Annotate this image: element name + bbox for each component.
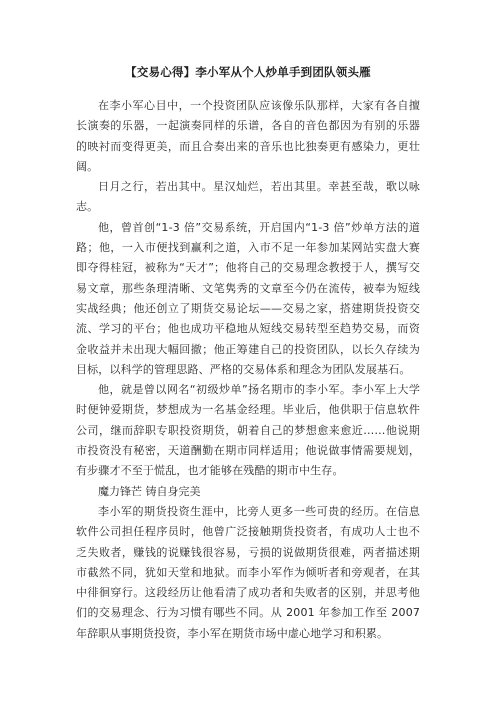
paragraph-1: 在李小军心目中，一个投资团队应该像乐队那样，大家有各自擅长演奏的乐器，一起演奏同样的乐谱，各自的音色都因为有别的乐器的映衬而变得更美，而且合奏出来的音乐也比独奏更有感染力，更壮阔。 (76, 99, 420, 173)
paragraph-2: 日月之行，若出其中。星汉灿烂，若出其里。幸甚至哉，歌以咏志。 (76, 180, 420, 214)
article-title: 【交易心得】李小军从个人炒单手到团队领头雁 (125, 65, 371, 79)
paragraph-4: 他，就是曾以网名“初级炒单”扬名期市的李小军。李小军上大学时便钟爱期货，梦想成为一名基金经理。毕业后，他供职于信息软件公司，继而辞职专职投资期货，朝着自己的梦想愈来愈近……他说期市投资没有秘密，天道酬勤在期市同样适用；他说做事情需要规划，有步骤才不至于慌乱，也才能够在残酷的期市中生存。 (76, 383, 420, 478)
paragraph-5: 李小军的期货投资生涯中，比旁人更多一些可贵的经历。在信息软件公司担任程序员时，他曾广泛接触期货投资者，有成功人士也不乏失败者，赚钱的说赚钱很容易，亏损的说做期货很难，两者描述期市截然不同，犹如天堂和地狱。而李小军作为倾听者和旁观者，在其中徘徊穿行。这段经历让他看清了成功者和失败者的区别，并思考他们的交易理念、行为习惯有哪些不同。从 2001 年参加工作至 2007 年辞职从事期货投资，李小军在期货市场中虚心地学习和积累。 (76, 504, 420, 640)
section-subheading: 魔力锋芒 铸自身完美 (98, 484, 201, 498)
paragraph-3: 他，曾首创“1-3 倍”交易系统，开启国内“1-3 倍”炒单方法的道路；他，一入市便找到赢利之道，入市不足一年参加某网站实盘大赛即夺得桂冠，被称为“天才”；他将自己的交易理念教授于人，撰写交易文章，那些条理清晰、文笔隽秀的文章至今仍在流传，被奉为短线实战经典；他还创立了期货交易论坛——交易之家，搭建期货投资交流、学习的平台；他也成功平稳地从短线交易转型至趋势交易，而资金收益并未出现大幅回撤；他正筹建自己的投资团队，以长久存续为目标，以科学的管理思路、严格的交易体系和理念为团队发展基石。 (76, 220, 420, 376)
